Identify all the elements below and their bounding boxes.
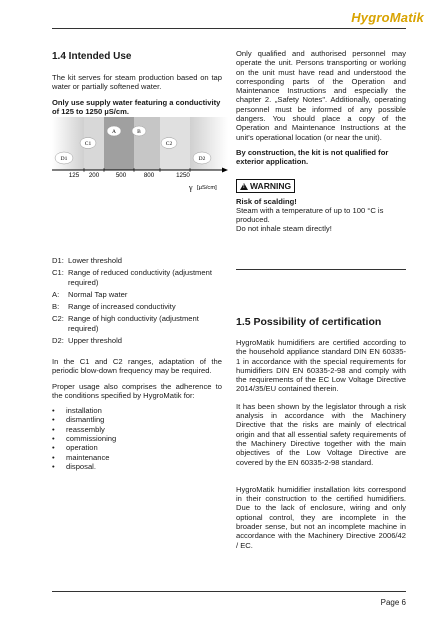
proper-usage-paragraph: Proper usage also comprises the adherence to the conditions specified by HygroMatik for:: [52, 381, 222, 400]
c-ranges-paragraph: In the C1 and C2 ranges, adaptation of the periodic blow-down frequency may be required.: [52, 357, 222, 376]
cert-paragraph-3: HygroMatik humidifier installation kits correspond in their construction to the certified humidifiers. Due to the lack of enclosure, wiring and only optional control, they are incomplete in the broader sense, but not an incomplete machine in accordance with the Machinery Directive 2006/42 / EC.: [236, 484, 406, 550]
zone-a: [104, 117, 134, 170]
list-item: • maintenance: [52, 453, 222, 462]
left-column: [52, 51, 222, 122]
left-lower-block: [52, 357, 222, 471]
zone-label-d2: D2: [198, 156, 206, 162]
right-column: [236, 49, 406, 238]
list-item: • installation: [52, 406, 222, 415]
tick-label-500: 500: [115, 172, 127, 179]
section-title-intended-use: 1.4 Intended Use: [52, 51, 132, 62]
legend-item: D2: Upper threshold: [52, 336, 123, 346]
footer-rule: [52, 591, 406, 592]
cert-paragraph-2: It has been shown by the legislator through a risk analysis in accordance with the Machinery Directive that the risks are mainly of electrical origin and that all essential safety requirements of the Machinery Directive together with the main objectives of the Low Voltage Directive are covered by the EN 60335-2-98 standard.: [236, 401, 406, 467]
construction-note: By construction, the kit is not qualified for exterior application.: [236, 147, 389, 167]
gamma-symbol: γ: [189, 183, 193, 192]
tick-label-200: 200: [88, 172, 100, 179]
warning-title: Risk of scalding!: [236, 196, 297, 206]
conductivity-note: Only use supply water featuring a conductivity of 125 to 1250 µS/cm.: [52, 97, 221, 116]
list-item: • disposal.: [52, 462, 222, 471]
legend-item: A: Normal Tap water: [52, 289, 128, 299]
header-rule: [52, 28, 406, 29]
list-item: • dismantling: [52, 415, 222, 424]
zone-label-c1: C1: [84, 141, 92, 147]
zone-b: [134, 117, 160, 170]
zone-label-b: B: [137, 129, 141, 135]
zone-label-d1: D1: [60, 156, 68, 162]
warning-triangle-icon: !: [240, 183, 248, 190]
legend-item: B: Range of increased conductivity: [52, 302, 176, 312]
cert-paragraph-1: HygroMatik humidifiers are certified according to the household appliance standard DIN EN 60335-1 in accordance with the special requirements for humidifiers DIN EN 60335-2-98 and comply with the requirements of the EC Low Voltage Directive 2014/35/EU contained therein.: [236, 338, 406, 394]
conductivity-diagram: [52, 115, 228, 195]
personnel-paragraph: Only qualified and authorised personnel may operate the unit. Persons transporting or working on the unit must have read and understood the corresponding parts of the Operation and Maintenance Instructions and especially the chapter 2. „Safety Notes". Additionally, operating personnel must be informed of any possible dangers. You should place a copy of the Operation and Maintenance Instructions at the unit's operational location (or near the unit).: [236, 49, 406, 142]
intro-paragraph: The kit serves for steam production based on tap water or partially softened water.: [52, 73, 222, 92]
certification-block: [236, 316, 406, 556]
warning-label: ! WARNING: [236, 179, 295, 193]
list-item: • reassembly: [52, 425, 222, 434]
hygromatik-logo: HygroMatik: [351, 10, 424, 25]
legend-item: C2: Range of high conductivity (adjustment required): [52, 314, 199, 333]
section-title-certification: 1.5 Possibility of certification: [236, 316, 382, 328]
warning-rule: [236, 269, 406, 270]
tick-label-1250: 1250: [176, 172, 190, 179]
list-item: • commissioning: [52, 434, 222, 443]
zone-label-c2: C2: [165, 141, 173, 147]
warning-line-1: Steam with a temperature of up to 100 °C is produced.: [236, 205, 384, 225]
page-number: Page 6: [380, 598, 406, 607]
legend-block: [52, 256, 222, 348]
warning-line-2: Do not inhale steam directly!: [236, 224, 332, 234]
legend-item: D1: Lower threshold: [52, 256, 123, 265]
axis-unit-label: [µS/cm]: [197, 185, 217, 191]
legend-item: C1: Range of reduced conductivity (adjustment required): [52, 268, 212, 287]
tick-label-800: 800: [143, 172, 155, 179]
list-item: • operation: [52, 443, 222, 452]
conditions-list: [52, 406, 222, 471]
tick-label-125: 125: [68, 172, 80, 179]
zone-label-a: A: [112, 129, 116, 135]
